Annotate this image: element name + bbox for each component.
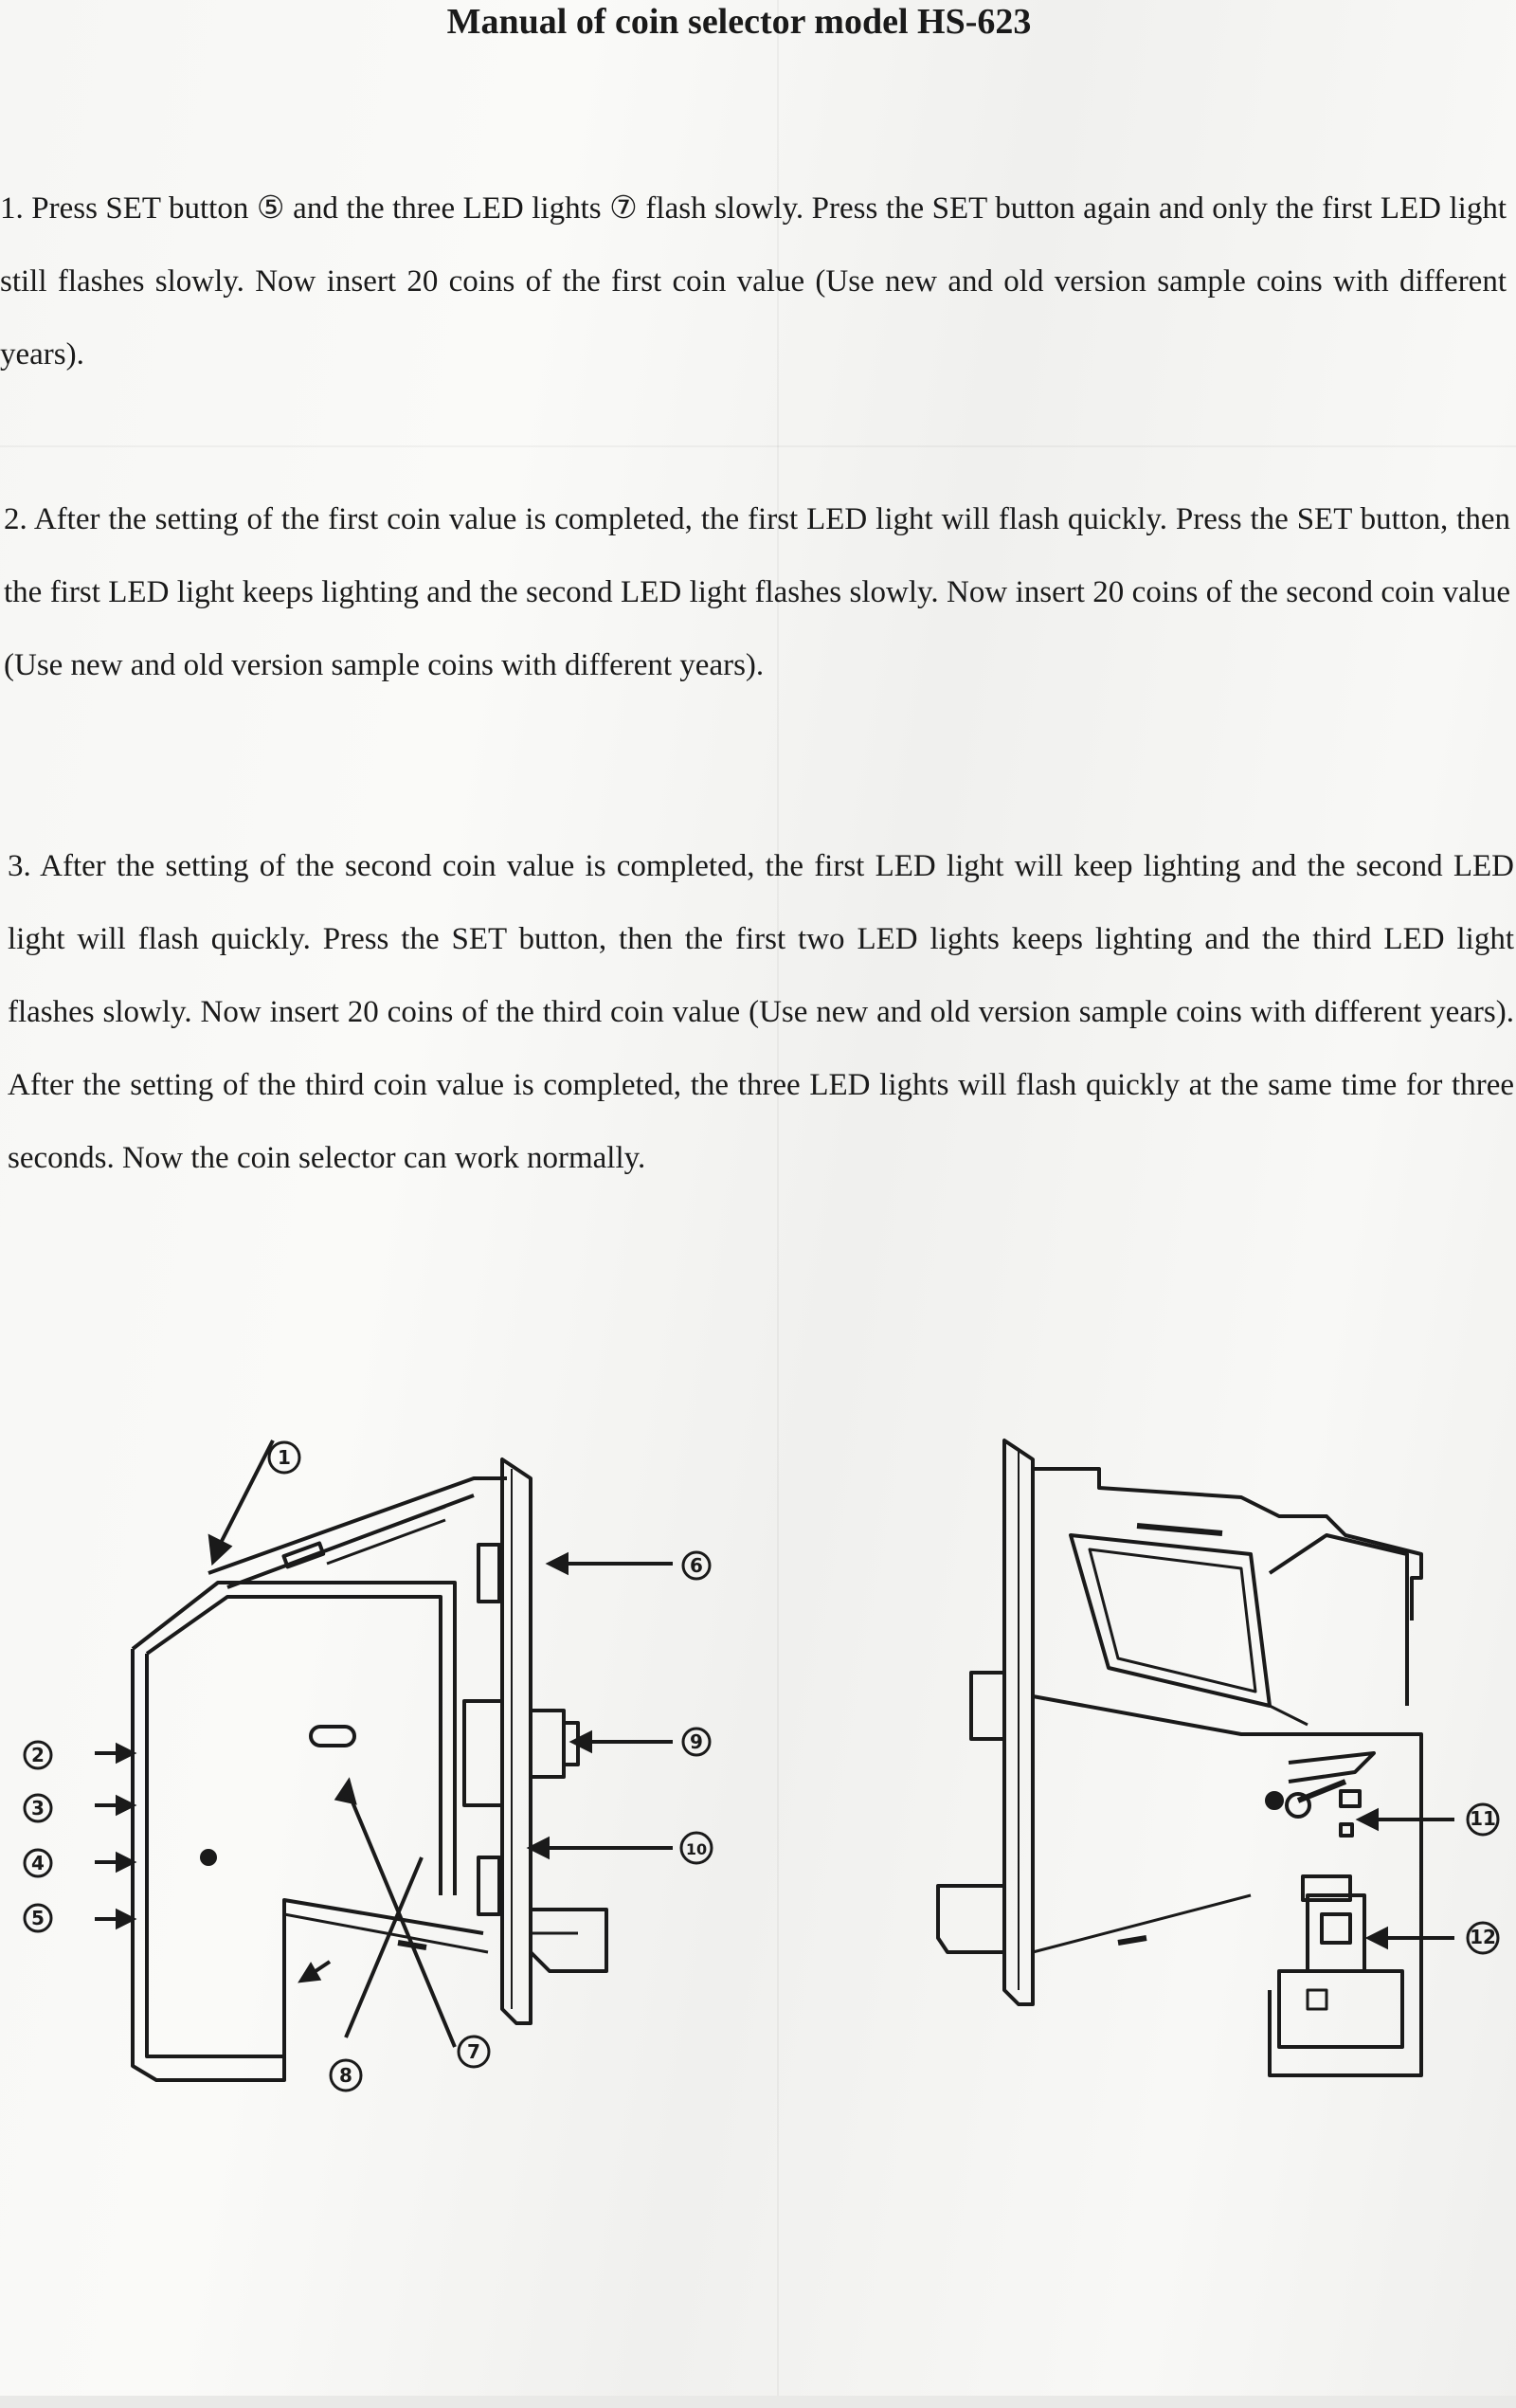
callout-4-label: 4 [31, 1852, 45, 1874]
step-1-paragraph: 1. Press SET button ⑤ and the three LED lights ⑦ flash slowly. Press the SET button again and only the first LED light still flashes slowly. Now insert 20 coins of the first coin value (Use new and old version sample coins with different years). [0, 191, 1507, 371]
paper-crease [0, 445, 1516, 447]
callout-3-label: 3 [31, 1797, 45, 1820]
callout-11-label: 11 [1470, 1807, 1496, 1830]
callout-5-label: 5 [31, 1907, 45, 1929]
callout-2-label: 2 [31, 1744, 45, 1766]
callout-6-label: 6 [690, 1554, 703, 1577]
coin-selector-rear-diagram [929, 1421, 1516, 2085]
callout-9-label: 9 [690, 1730, 703, 1753]
callout-1-label: 1 [278, 1446, 291, 1469]
scan-bottom-edge [0, 2396, 1516, 2408]
callout-12-label: 12 [1470, 1926, 1496, 1948]
document-title: Manual of coin selector model HS-623 [446, 2, 1032, 42]
coin-selector-front-diagram [0, 1421, 758, 2142]
step-2-paragraph: 2. After the setting of the first coin value is completed, the first LED light will flash quickly. Press the SET button, then the first LED light keeps lighting and the second LED light flashes slowly. Now insert 20 coins of the second coin value (Use new and old version sample coins with different years). [4, 502, 1510, 682]
step-3-paragraph: 3. After the setting of the second coin value is completed, the first LED light will keep lighting and the second LED light will flash quickly. Press the SET button, then the first two LED lights keeps lighting and the third LED light flashes slowly. Now insert 20 coins of the third coin value (Use new and old version sample coins with different years). After the setting of the third coin value is completed, the three LED lights will flash quickly at the same time for three seconds. Now the coin selector can work normally. [8, 849, 1514, 1175]
callout-7-label: 7 [467, 2040, 480, 2063]
callout-8-label: 8 [339, 2064, 352, 2087]
callout-10-label: 10 [685, 1840, 708, 1858]
